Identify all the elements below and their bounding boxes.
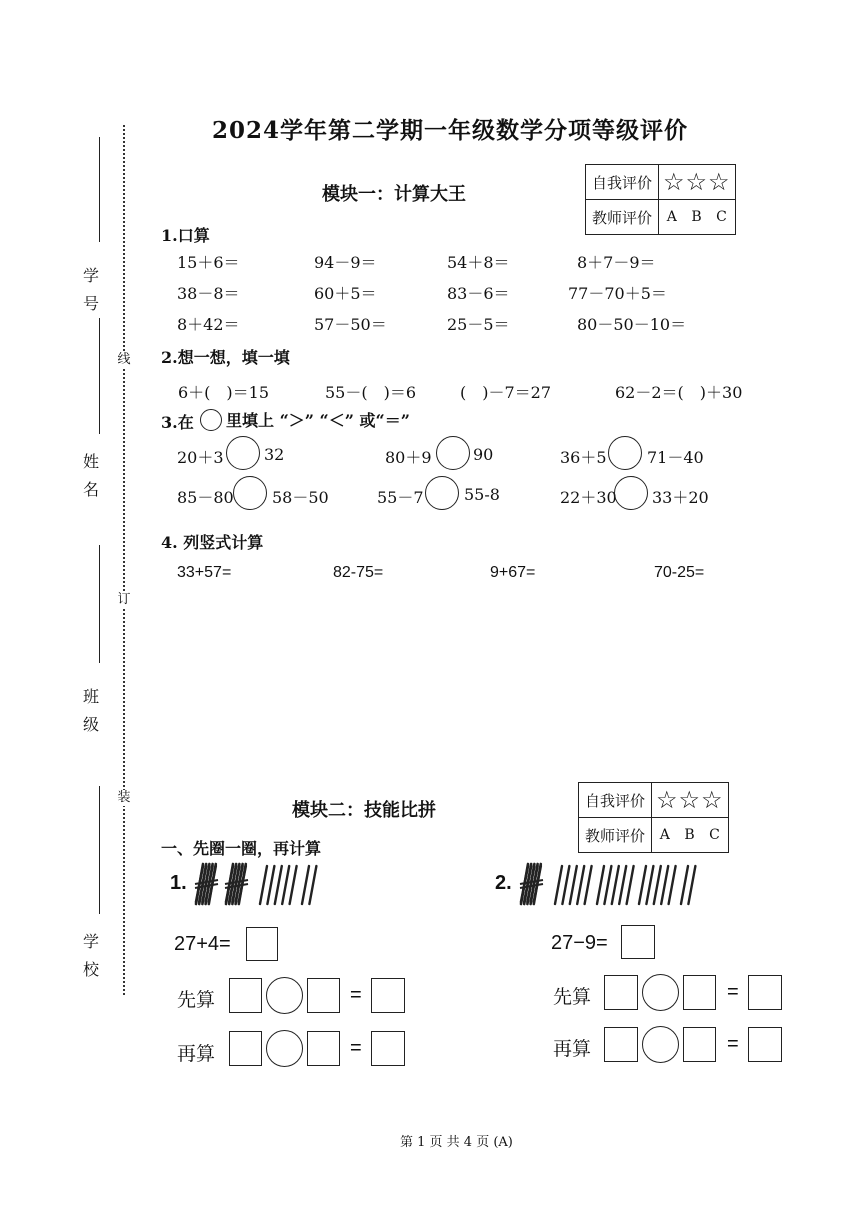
grade-options[interactable]: A B C	[652, 818, 729, 853]
step-operator-circle[interactable]	[642, 974, 679, 1011]
vertical-calc-item: 9+67=	[490, 564, 536, 581]
step-number-box[interactable]	[683, 1027, 716, 1062]
counting-stick	[619, 866, 626, 904]
problem1-equation: 27+4=	[174, 933, 231, 955]
compare-right: 32	[264, 445, 285, 464]
stick-bundle-icon	[225, 864, 248, 904]
compare-right: 33＋20	[652, 488, 709, 507]
class-label: 班级	[82, 687, 99, 734]
step-operator-circle[interactable]	[642, 1026, 679, 1063]
counting-stick	[282, 866, 289, 904]
compare-circle[interactable]	[425, 476, 459, 510]
step-number-box[interactable]	[683, 975, 716, 1010]
then-step-label: 再算	[177, 1043, 216, 1065]
oral-calc-item: 8＋7－9＝	[577, 253, 656, 272]
name-label: 姓名	[82, 452, 99, 499]
compare-circle[interactable]	[436, 436, 470, 470]
step-number-box[interactable]	[604, 1027, 638, 1062]
counting-stick	[669, 866, 676, 904]
grade-options[interactable]: A B C	[659, 200, 736, 235]
counting-stick	[627, 866, 634, 904]
counting-stick	[688, 866, 695, 904]
step-operator-circle[interactable]	[266, 977, 303, 1014]
first-step-label: 先算	[553, 986, 592, 1008]
counting-stick	[639, 866, 646, 904]
fill-blank-item[interactable]: 62－2＝( )＋30	[615, 383, 743, 402]
q2-label: 2.想一想，填一填	[161, 348, 290, 367]
stick-bundle-icon	[520, 864, 543, 904]
compare-left: 55－7	[377, 488, 424, 507]
self-eval-label: 自我评价	[579, 783, 652, 818]
counting-stick	[612, 866, 619, 904]
q4-label: 4. 列竖式计算	[161, 533, 264, 552]
answer-box[interactable]	[621, 925, 655, 959]
compare-left: 85－80	[177, 488, 234, 507]
problem2-equation: 27−9=	[551, 932, 608, 954]
fill-blank-item[interactable]: 6＋( )＝15	[178, 383, 270, 402]
teacher-eval-label: 教师评价	[586, 200, 659, 235]
oral-calc-item: 77－70＋5＝	[568, 284, 667, 303]
then-step-label: 再算	[553, 1038, 592, 1060]
counting-stick	[661, 866, 668, 904]
step-number-box[interactable]	[604, 975, 638, 1010]
counting-stick	[302, 866, 309, 904]
oral-calc-item: 94－9＝	[314, 253, 377, 272]
compare-right: 55-8	[464, 485, 500, 504]
step-number-box[interactable]	[307, 1031, 340, 1066]
compare-circle[interactable]	[233, 476, 267, 510]
vertical-calc-item: 33+57=	[177, 564, 232, 581]
step-result-box[interactable]	[371, 978, 405, 1013]
compare-right: 90	[473, 445, 494, 464]
star-rating-icon[interactable]: ☆☆☆	[659, 165, 736, 200]
oral-calc-item: 80－50－10＝	[577, 315, 687, 334]
counting-stick	[681, 866, 688, 904]
vertical-calc-item: 82-75=	[333, 564, 384, 581]
sticks-illustration-2	[517, 860, 767, 910]
oral-calc-item: 38－8＝	[177, 284, 240, 303]
page-title: 2024学年第二学期一年级数学分项等级评价	[212, 117, 689, 144]
step-result-box[interactable]	[748, 975, 782, 1010]
counting-stick	[260, 866, 267, 904]
oral-calc-item: 15＋6＝	[177, 253, 240, 272]
step-result-box[interactable]	[371, 1031, 405, 1066]
sticks-illustration-1	[192, 860, 382, 910]
step-number-box[interactable]	[229, 1031, 262, 1066]
binding-text-zhuang: 装	[114, 790, 134, 806]
page-footer: 第 1 页 共 4 页 (A)	[400, 1135, 513, 1150]
step-operator-circle[interactable]	[266, 1030, 303, 1067]
oral-calc-item: 25－5＝	[447, 315, 510, 334]
circle-icon	[200, 409, 222, 431]
step-number-box[interactable]	[307, 978, 340, 1013]
problem1-number: 1.	[170, 872, 187, 894]
compare-right: 58－50	[272, 488, 329, 507]
module2-sub-heading: 一、先圈一圈，再计算	[161, 839, 322, 858]
counting-stick	[309, 866, 316, 904]
counting-stick	[267, 866, 274, 904]
binding-dotted-line	[123, 125, 125, 995]
compare-left: 80＋9	[385, 448, 432, 467]
teacher-eval-label: 教师评价	[579, 818, 652, 853]
binding-text-xian: 线	[114, 352, 134, 368]
counting-stick	[654, 866, 661, 904]
self-eval-label: 自我评价	[586, 165, 659, 200]
star-rating-icon[interactable]: ☆☆☆	[652, 783, 729, 818]
counting-stick	[275, 866, 282, 904]
module2-eval-table	[578, 782, 729, 853]
oral-calc-item: 60＋5＝	[314, 284, 377, 303]
module1-eval-table	[585, 164, 736, 235]
fill-blank-item[interactable]: ( )－7＝27	[460, 383, 552, 402]
counting-stick	[646, 866, 653, 904]
school-field[interactable]	[99, 786, 100, 914]
binding-text-ding: 订	[114, 592, 134, 608]
q3-label-post: 里填上 “＞” “＜” 或“＝”	[226, 411, 410, 430]
counting-stick	[604, 866, 611, 904]
compare-circle[interactable]	[614, 476, 648, 510]
step-result-box[interactable]	[748, 1027, 782, 1062]
equals-sign: =	[350, 1037, 362, 1059]
counting-stick	[290, 866, 297, 904]
answer-box[interactable]	[246, 927, 278, 961]
problem2-number: 2.	[495, 872, 512, 894]
counting-stick	[585, 866, 592, 904]
compare-right: 71－40	[647, 448, 704, 467]
counting-stick	[577, 866, 584, 904]
q3-label-pre: 3.在	[161, 413, 194, 432]
vertical-calc-item: 70-25=	[654, 564, 705, 581]
oral-calc-item: 8＋42＝	[177, 315, 240, 334]
student-id-label: 学号	[82, 266, 99, 313]
counting-stick	[597, 866, 604, 904]
q1-label: 1.口算	[161, 226, 210, 245]
counting-stick	[562, 866, 569, 904]
equals-sign: =	[727, 981, 739, 1003]
name-field[interactable]	[99, 318, 100, 434]
compare-left: 20＋3	[177, 448, 224, 467]
step-number-box[interactable]	[229, 978, 262, 1013]
equals-sign: =	[350, 984, 362, 1006]
compare-left: 22＋30	[560, 488, 617, 507]
first-step-label: 先算	[177, 989, 216, 1011]
stick-bundle-icon	[195, 864, 218, 904]
school-label: 学校	[82, 932, 99, 979]
oral-calc-item: 54＋8＝	[447, 253, 510, 272]
compare-circle[interactable]	[226, 436, 260, 470]
class-field[interactable]	[99, 545, 100, 663]
oral-calc-item: 83－6＝	[447, 284, 510, 303]
equals-sign: =	[727, 1033, 739, 1055]
compare-circle[interactable]	[608, 436, 642, 470]
student-id-field[interactable]	[99, 137, 100, 242]
counting-stick	[555, 866, 562, 904]
module2-heading: 模块二：技能比拼	[292, 800, 436, 821]
counting-stick	[570, 866, 577, 904]
compare-left: 36＋5	[560, 448, 607, 467]
oral-calc-item: 57－50＝	[314, 315, 387, 334]
fill-blank-item[interactable]: 55－( )＝6	[325, 383, 417, 402]
module1-heading: 模块一：计算大王	[322, 184, 466, 205]
